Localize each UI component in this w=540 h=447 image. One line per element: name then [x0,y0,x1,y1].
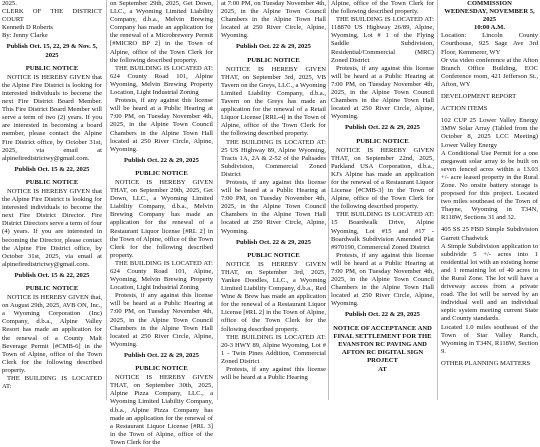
publish-dates: Publish Oct. 15 & 22, 2025 [14,271,90,279]
notice-protest: Protests, if any against this license will be heard at a Public Hearing [221,366,326,382]
continued-line: 2025. [2,0,17,7]
notice-title: PUBLIC NOTICE [356,137,409,145]
agenda-item-title: 405 SS 25 FBD Simple Subdivision Garrett Chadwick [441,226,538,242]
agenda-item-description: A Simple Subdivision application to subdivide 5 +/- acres into 1 residential lot with an existing home and 1 remaining lot of 40 acres in the Rural Zone. The lot will have a driveway access from a private road. The lot will be served by an individual well and an individual septic system meeting current State and County standards. [441,242,538,323]
column-3 [221,0,326,400]
notice-protest: Protests, if any against this license will be heard at a Public Hearing at 7:00 PM, on Tuesday November 4th, 2025, in the Alpine Town Council Chambers in the Alpine Town Hall located at 250 River Circle, Alpine, Wyoming. [110,292,213,348]
agenda-item-location: Located 1.0 miles southeast of the Town of Star Valley Ranch, Wyoming in T34N, R118W, Section 9. [441,323,538,355]
notice-title: PUBLIC NOTICE [247,251,300,259]
column-4 [331,0,434,400]
column-divider [217,0,218,400]
notice-protest: Protests, if any against this license will be heard at a Public Hearing at 7:00 PM, on Tuesday November 4th, 2025, in the Alpine Town Council Chambers in the Alpine Town Hall located at 250 River Circle, Alpine, Wyoming. [331,64,434,121]
notice-protest: Protests, if any against this license will be heard at a Public Hearing at 7:00 PM, on Tuesday November 4th, 2025, in the Alpine Town Council Chambers in the Alpine Town Hall located at 250 River Circle, Alpine, Wyoming. [221,178,326,235]
notice-body: NOTICE IS HEREBY GIVEN THAT, on September 29th, 2025, Get Down, LLC., a Wyoming Limited Liability Company, d.b.a., Melvin Brewing Company has made an application for the renewal of a Restaurant Liquor license [#RL 2] in the Town of Alpine, office of the Town Clerk for the following described property. [110,178,213,259]
column-divider [437,0,438,400]
publish-dates: Publish Oct. 22 & 29, 2025 [124,156,199,164]
notice-title: PUBLIC NOTICE [247,56,300,64]
publish-dates: Publish Oct. 15, 22, 29 & Nov. 5, 2025 [6,43,98,59]
notice-title: PUBLIC NOTICE [135,365,188,373]
agenda-item-description: A Conditional Use Permit for a one megawatt solar array to be built on seven fenced acres within a 13.03 +/- acre leased property in the Rural Zone. No onsite battery storage is proposed for this project. Located two miles southeast of the Town of Thayne, Wyoming in T34N, R118W, Sections 31 and 32. [441,149,538,222]
notice-title-tail: AT [378,366,387,374]
agenda-item-title: 102 CUP 25 Lower Valley Energy 3MW Solar Array (Tabled from the October 8, 2025 LCC Meeting) Lower Valley Energy [441,117,538,149]
agenda-heading: COMMISSION [467,0,512,7]
column-1 [2,0,102,400]
notice-body: NOTICE IS HEREBY GIVEN THAT, on September 30th, 2025, Alpine Pizza Company, LLC., a Wyoming Limited Liability Company, d.b.a., Alpine Pizza Company has made an application for the renewal of a Restaurant Liquor License [#RL 3] in the Town of Alpine, office of the Town Clerk for the [110,374,213,446]
notice-body: NOTICE IS HEREBY GIVEN that, on August 29th, 2025, AVB ON, Inc., a Wyoming Corporation (Inc) Company, d.b.a., Alpine Valley Resort has made an application for the renewal of a County Malt Beverage Permit [#CMB-6] in the Town of Alpine, office of the Town Clerk for the following described property. [2,294,102,374]
notice-protest: at 7:00 PM, on Tuesday November 4th, 2025, in the Alpine Town Council Chambers in the Alpine Town Hall located at 250 River Circle, Alpine, Wyoming. [221,0,326,40]
notice-location: THE BUILDING IS LOCATED AT: 25 US Highway 89, Alpine Wyoming, Tracts 1A, 2A & 2-52 of the Palisades Subdivision, Commercial Zoned District [221,138,326,178]
notice-body: on September 29th, 2025, Get Down, LLC., a Wyoming Limited Liability Company, d.b.a., Melvin Brewing Company has made an application for the renewal of a Microbrewery Permit [#MICRO BP 2] in the Town of Alpine, office of the Town Clerk for the following described property. [110,0,213,64]
notice-body: NOTICE IS HEREBY GIVEN THAT, on September 22nd, 2025, Parkland USA Corporation, d.b.a., KJ's Alpine has made an application for the renewal of a Restaurant Liquor License [#CMB-3] in the Town of Alpine, office of the Town Clerk for the following described property. [331,146,434,211]
column-2 [110,0,213,446]
notice-location: THE BUILDING IS LOCATED AT: [2,375,102,391]
notice-location: THE BUILDING IS LOCATED AT: 624 County Road 101, Alpine Wyoming, Melvin Brewing Property Location, Light Industrial Zoning [110,64,213,97]
column-divider [328,0,329,400]
notice-body: NOTICE IS HEREBY GIVEN THAT, on September 3rd, 2025, Yankee Doodles, LLC., a Wyoming Limited Liability Company, d.b.a., Red Wine & Brew has made an application for the renewal of a Restaurant Liquor License [#RL 2] in the Town of Alpine, office of the Town Clerk for the following described property. [221,260,326,333]
notice-body: NOTICE IS HEREBY GIVEN that the Alpine Fire District is looking for interested individuals to become the next Fire District Board Member. This Fire District Board Member will serve a term of two (2) years. If you are interested in becoming a board member, please contact the Alpine Fire District office, by October 31st, 2025, via email at alpinefiredistrictwy@gmail.com. [2,73,102,162]
agenda-date: WEDNESDAY, NOVEMBER 5, 2025 [444,8,535,24]
column-divider [106,0,107,400]
notice-title: PUBLIC NOTICE [135,169,188,177]
section-heading: ACTION ITEMS [441,105,488,113]
notice-title: PUBLIC NOTICE [25,285,79,292]
publish-dates: Publish Oct. 22 & 29, 2025 [345,124,420,132]
notice-body: NOTICE IS HEREBY GIVEN THAT, on September 3rd, 2025, VB Tavern on the Greys, LLC., a Wyoming Limited Liability Company, d.b.a., Tavern on the Greys has made an application for the renewal of a Retail Liquor License [RRL-4] in the Town of Alpine, office of the Town Clerk for the following described property. [221,65,326,138]
publish-dates: Publish Oct. 22 & 29, 2025 [124,351,199,359]
notice-title: NOTICE OF ACCEPTANCE AND FINAL SETTLEMENT FOR THE EVANSTON RC PAVING AND AFTON RC DIGITAL SIGN PROJECT [333,324,432,364]
deputy-name: By: Jenny Clarke [2,32,48,40]
notice-location: THE BUILDING IS LOCATED AT: 624 County Road 101, Alpine, Wyoming, Melvin Brewing Property Location, Light Industrial Zoning [110,259,213,292]
video-conference-info: Or via video conference at the Afton Branch Office Building, EOC Conference room, 421 Jefferson St., Afton, WY [441,56,538,88]
publish-dates: Publish Oct. 22 & 29, 2025 [236,238,311,246]
section-heading: OTHER PLANNING MATTERS [441,359,531,367]
publish-dates: Publish Oct. 22 & 29, 2025 [345,311,420,319]
section-heading: DEVELOPMENT REPORT [441,93,517,101]
agenda-time: 10:00 A.M. [474,24,505,32]
notice-title: PUBLIC NOTICE [25,64,79,72]
notice-location: THE BUILDING IS LOCATED AT: 15 Boardwalk Drive, Alpine Wyoming, Lot #15 and #17 - Boardwalk Subdivision Amended Plat #970190, Commercial Zoned District [331,211,434,251]
notice-protest: Protests, if any against this license will be heard at a Public Hearing at 7:00 PM, on Tuesday November 4th, 2025, in the Alpine Town Council Chambers in the Alpine Town Hall located at 250 River Circle, Alpine, Wyoming. [331,251,434,308]
notice-location: THE BUILDING IS LOCATED AT: 20-3 HWY 89, Alpine Wyoming, Lot # 1 - Twin Pines Addition, Commercial Zoned District [221,333,326,365]
notice-title: PUBLIC NOTICE [25,178,79,186]
notice-protest: Protests, if any against this license will be heard at a Public Hearing at 7:00 PM, on Tuesday November 4th, 2025, in the Alpine Town Council Chambers in the Alpine Town Hall located at 250 River Circle, Alpine, Wyoming. [110,97,213,153]
court-title: CLERK OF THE DISTRICT COURT [2,8,102,24]
notice-body: NOTICE IS HEREBY GIVEN that the Alpine Fire District is looking for interested individuals to become the next Fire District Director. Fire District Directors serve a term of four (4) years. If you are interested in becoming the Director, please contact the Alpine Fire District office, by October 31st, 2025, via email at alpinefiredistrictwy@gmail.com. [2,187,102,268]
publish-dates: Publish Oct. 22 & 29, 2025 [236,43,311,51]
clerk-name: Kenneth D Roberts [2,24,53,32]
publish-dates: Publish Oct. 15 & 22, 2025 [14,165,90,173]
notice-location: THE BUILDING IS LOCATED AT: 118870 US Highway 26/89, Alpine, Wyoming, Lot # 1 of the Flying Saddle Subdivision, Residential/Commercial (MRC) Zoned District [331,16,434,64]
notice-body: Alpine, office of the Town Clerk for the following described property. [331,0,434,16]
column-5 [441,0,538,400]
meeting-location: Location: Lincoln County Courthouse, 925 Sage Ave 3rd Floor, Kemmerer, WY [441,32,538,56]
